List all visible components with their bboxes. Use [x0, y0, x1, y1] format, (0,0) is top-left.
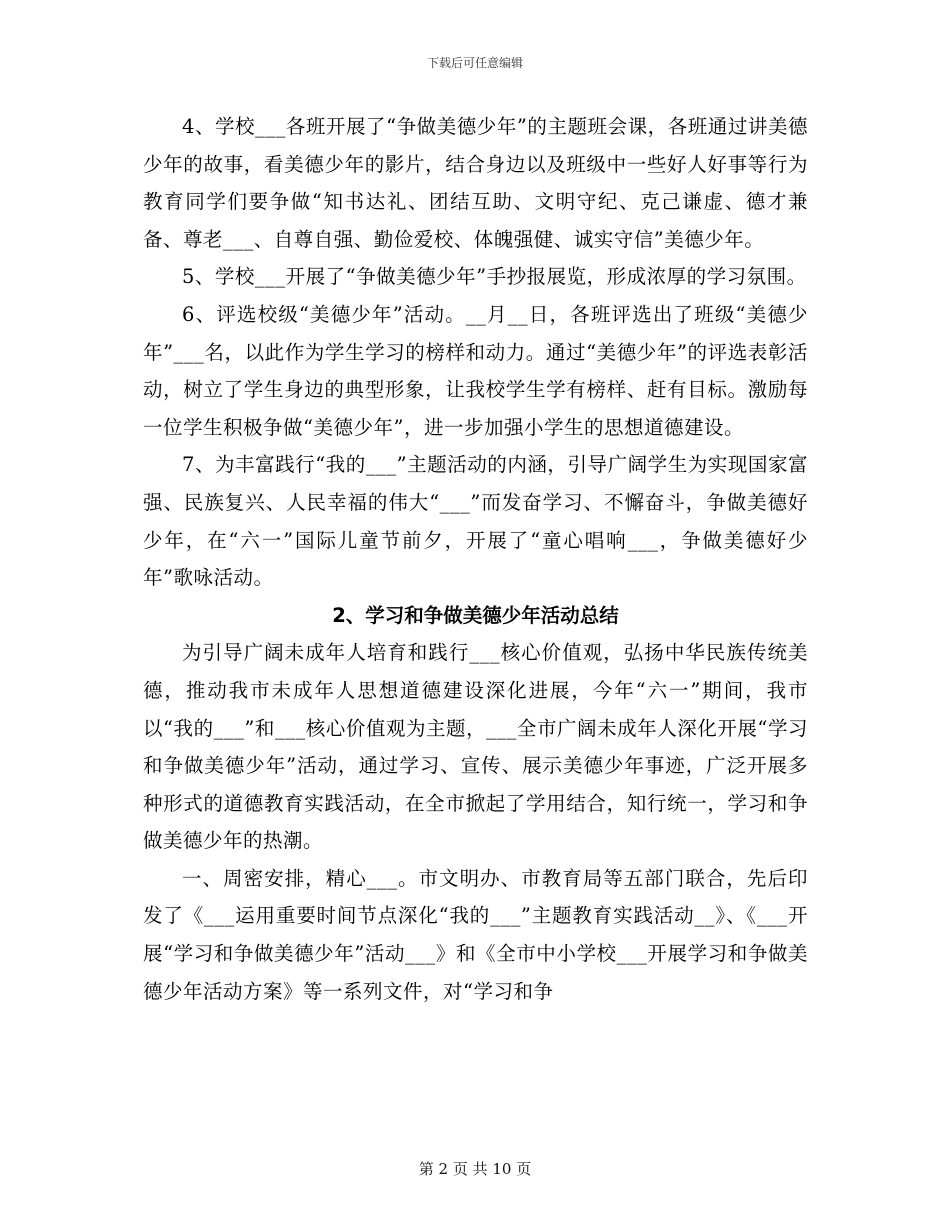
page-header: 下载后可任意编辑 — [426, 56, 523, 70]
paragraph-item-6: 6、评选校级“美德少年”活动。__月__日，各班评选出了班级“美德少年”___名，以此作为学生学习的榜样和动力。通过“美德少年”的评选表彰活动，树立了学生身边的典型形象，让我校学生学有榜样、赶有目标。激励每一位学生积极争做“美德少年”，进一步加强小学生的思想道德建设。 — [143, 302, 808, 439]
paragraph-point-1: 一、周密安排，精心___。市文明办、市教育局等五部门联合，先后印发了《___运用重要时间节点深化“我的___”主题教育实践活动__》、《___开展“学习和争做美德少年”活动___》和《全市中小学校___开展学习和争做美德少年活动方案》等一系列文件，对“学习和争 — [143, 866, 808, 1003]
paragraph-item-4: 4、学校___各班开展了“争做美德少年”的主题班会课，各班通过讲美德少年的故事，看美德少年的影片，结合身边以及班级中一些好人好事等行为教育同学们要争做“知书达礼、团结互助、文明守纪、克己谦虚、德才兼备、尊老___、自尊自强、勤俭爱校、体魄强健、诚实守信”美德少年。 — [143, 115, 808, 251]
section-title: 2、学习和争做美德少年活动总结 — [332, 603, 619, 627]
page-footer: 第 2 页 共 10 页 — [418, 1160, 532, 1178]
paragraph-item-5: 5、学校___开展了“争做美德少年”手抄报展览，形成浓厚的学习氛围。 — [182, 265, 807, 289]
paragraph-item-7: 7、为丰富践行“我的___”主题活动的内涵，引导广阔学生为实现国家富强、民族复兴、人民幸福的伟大“___”而发奋学习、不懈奋斗，争做美德好少年，在“六一”国际儿童节前夕，开展了“童心唱响___，争做美德好少年”歌咏活动。 — [143, 453, 808, 590]
document-body — [143, 108, 808, 1010]
paragraph-intro: 为引导广阔未成年人培育和践行___核心价值观，弘扬中华民族传统美德，推动我市未成年人思想道德建设深化进展，今年“六一”期间，我市以“我的___”和___核心价值观为主题，___全市广阔未成年人深化开展“学习和争做美德少年”活动，通过学习、宣传、展示美德少年事迹，广泛开展多种形式的道德教育实践活动，在全市掀起了学用结合，知行统一，学习和争做美德少年的热潮。 — [143, 641, 808, 853]
